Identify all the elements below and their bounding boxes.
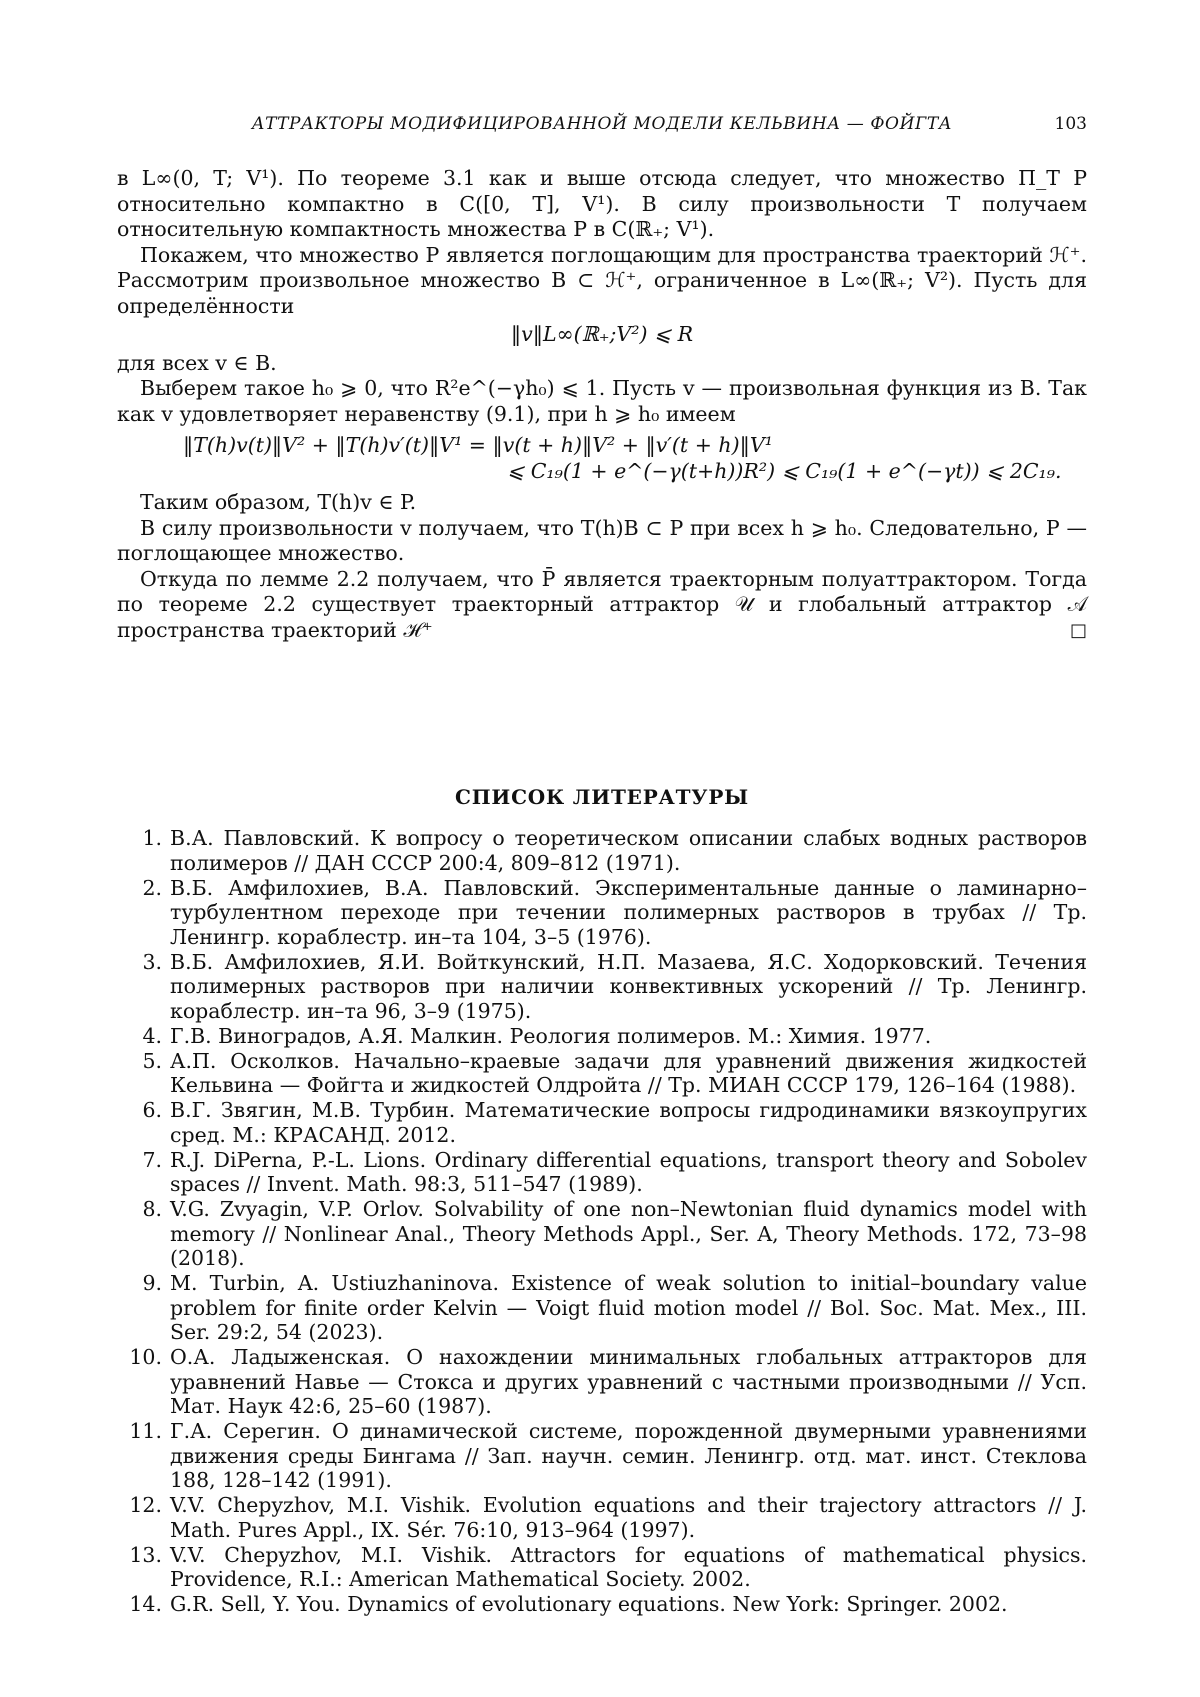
reference-text: В.А. Павловский. К вопросу о теоретическом описании слабых водных растворов полимеров // ДАН СССР 200:4, 809–812 (1971). — [170, 826, 1087, 875]
paragraph-thus: Таким образом, T(h)v ∈ P. — [140, 490, 417, 514]
reference-number: 11. — [129, 1419, 162, 1443]
reference-number: 3. — [142, 949, 162, 974]
reference-item — [117, 1148, 1087, 1197]
equation-estimate-line-1: ‖T(h)v(t)‖V² + ‖T(h)v′(t)‖V¹ = ‖v(t + h)‖V² + ‖v′(t + h)‖V¹ — [183, 433, 773, 457]
reference-item — [117, 1024, 1087, 1049]
main-text — [117, 166, 1087, 643]
reference-text: G.R. Sell, Y. You. Dynamics of evolutionary equations. New York: Springer. 2002. — [170, 1592, 1008, 1616]
reference-number: 6. — [142, 1098, 162, 1122]
reference-text: V.V. Chepyzhov, M.I. Vishik. Evolution equations and their trajectory attractors // J. Math. Pures Appl., IX. Sér. 76:10, 913–964 (1997). — [170, 1493, 1087, 1542]
reference-item — [117, 1419, 1087, 1493]
reference-text: Г.А. Серегин. О динамической системе, порожденной двумерными уравнениями движения среды Бингама // Зап. научн. семин. Ленингр. отд. мат. инст. Стеклова 188, 128–142 (1991). — [170, 1419, 1087, 1492]
paragraph-absorbing-conclusion: В силу произвольности v получаем, что T(h)B ⊂ P при всех h ⩾ h₀. Следовательно, P — поглощающее множество. — [117, 515, 1087, 565]
reference-text: О.А. Ладыженская. О нахождении минимальных глобальных аттракторов для уравнений Навье — Стокса и других уравнений с частными производными // Усп. Мат. Наук 42:6, 25–60 (1987). — [170, 1345, 1087, 1418]
page-number: 103 — [1054, 114, 1087, 134]
reference-text: V.V. Chepyzhov, M.I. Vishik. Attractors for equations of mathematical physics. Providence, R.I.: American Mathematical Society. 2002. — [170, 1542, 1087, 1591]
reference-text: В.Б. Амфилохиев, Я.И. Войткунский, Н.П. Мазаева, Я.С. Ходорковский. Течения полимерных растворов при наличии конвективных ускорений // Тр. Ленингр. кораблестр. ин–та 96, 3–9 (1975). — [170, 949, 1087, 1023]
equation-norm-bound: ‖v‖L∞(ℝ₊;V²) ⩽ R — [510, 322, 694, 346]
reference-number: 5. — [142, 1048, 162, 1073]
reference-text: Г.В. Виноградов, А.Я. Малкин. Реология полимеров. М.: Химия. 1977. — [170, 1023, 932, 1048]
qed-symbol: □ — [1069, 619, 1087, 641]
reference-number: 2. — [142, 875, 162, 900]
paragraph-compactness: в L∞(0, T; V¹). По теореме 3.1 как и выше отсюда следует, что множество Π_T P относительно компактно в C([0, T], V¹). В силу произвольности T получаем относительную компактность множества P в C(ℝ₊; V¹). — [117, 166, 1087, 241]
reference-text: R.J. DiPerna, P.-L. Lions. Ordinary differential equations, transport theory and Sobolev spaces // Invent. Math. 98:3, 511–547 (1989). — [170, 1147, 1087, 1196]
running-title: АТТРАКТОРЫ МОДИФИЦИРОВАННОЙ МОДЕЛИ КЕЛЬВИНА — ФОЙГТА — [251, 114, 953, 134]
reference-item — [117, 1197, 1087, 1271]
reference-item — [117, 1592, 1087, 1617]
reference-text: В.Г. Звягин, М.В. Турбин. Математические вопросы гидродинамики вязкоупругих сред. М.: КРАСАНД. 2012. — [170, 1098, 1087, 1147]
reference-number: 8. — [142, 1197, 162, 1221]
reference-number: 9. — [142, 1271, 162, 1295]
reference-item — [117, 876, 1087, 950]
reference-item — [117, 1543, 1087, 1592]
reference-item — [117, 1049, 1087, 1098]
reference-item — [117, 1345, 1087, 1419]
equation-estimate-line-2: ⩽ C₁₉(1 + e^(−γ(t+h))R²) ⩽ C₁₉(1 + e^(−γt)) ⩽ 2C₁₉. — [507, 458, 1062, 483]
paragraph-absorbing-intro: Покажем, что множество P является поглощающим для пространства траекторий ℋ⁺. Рассмотрим произвольное множество B ⊂ ℋ⁺, ограниченное в L∞(ℝ₊; V²). Пусть для определённости — [117, 242, 1087, 318]
paragraph-choose-h0: Выберем такое h₀ ⩾ 0, что R²e^(−γh₀) ⩽ 1. Пусть v — произвольная функция из B. Так как v удовлетворяет неравенству (9.1), при h ⩾ h₀ имеем — [117, 376, 1087, 426]
reference-item — [117, 950, 1087, 1024]
paragraph-for-all-v: для всех v ∈ B. — [117, 350, 277, 375]
reference-item — [117, 1271, 1087, 1345]
reference-number: 12. — [129, 1493, 162, 1517]
reference-number: 14. — [129, 1592, 162, 1616]
running-header — [117, 114, 1087, 142]
reference-item — [117, 1098, 1087, 1147]
reference-text: А.П. Осколков. Начально–краевые задачи для уравнений движения жидкостей Кельвина — Фойгта и жидкостей Олдройта // Тр. МИАН СССР 179, 126–164 (1988). — [170, 1048, 1087, 1097]
reference-number: 1. — [142, 826, 162, 850]
reference-item — [117, 826, 1087, 875]
reference-text: M. Turbin, A. Ustiuzhaninova. Existence of weak solution to initial–boundary value problem for finite order Kelvin — Voigt fluid motion model // Bol. Soc. Mat. Mex., III. Ser. 29:2, 54 (2023). — [170, 1271, 1087, 1344]
reference-item — [117, 1493, 1087, 1542]
reference-number: 7. — [142, 1147, 162, 1172]
reference-number: 4. — [142, 1023, 162, 1048]
equation-estimate — [117, 433, 1087, 484]
paragraph-attractor-existence — [117, 567, 1087, 644]
reference-text: В.Б. Амфилохиев, В.А. Павловский. Экспериментальные данные о ламинарно–турбулентном переходе при течении полимерных растворов в трубах // Тр. Ленингр. кораблестр. ин–та 104, 3–5 (1976). — [170, 875, 1087, 949]
reference-number: 10. — [129, 1345, 162, 1369]
references-heading: СПИСОК ЛИТЕРАТУРЫ — [454, 785, 750, 809]
references-list — [117, 826, 1087, 1617]
reference-number: 13. — [129, 1542, 162, 1567]
reference-text: V.G. Zvyagin, V.P. Orlov. Solvability of one non–Newtonian fluid dynamics model with memory // Nonlinear Anal., Theory Methods Appl., Ser. A, Theory Methods. 172, 73–98 (2018). — [170, 1197, 1087, 1270]
attractor-text: Откуда по лемме 2.2 получаем, что P̄ является траекторным полуаттрактором. Тогда по теореме 2.2 существует траекторный аттрактор 𝒰 и глобальный аттрактор 𝒜 пространства траекторий ℋ⁺ — [117, 566, 1087, 642]
